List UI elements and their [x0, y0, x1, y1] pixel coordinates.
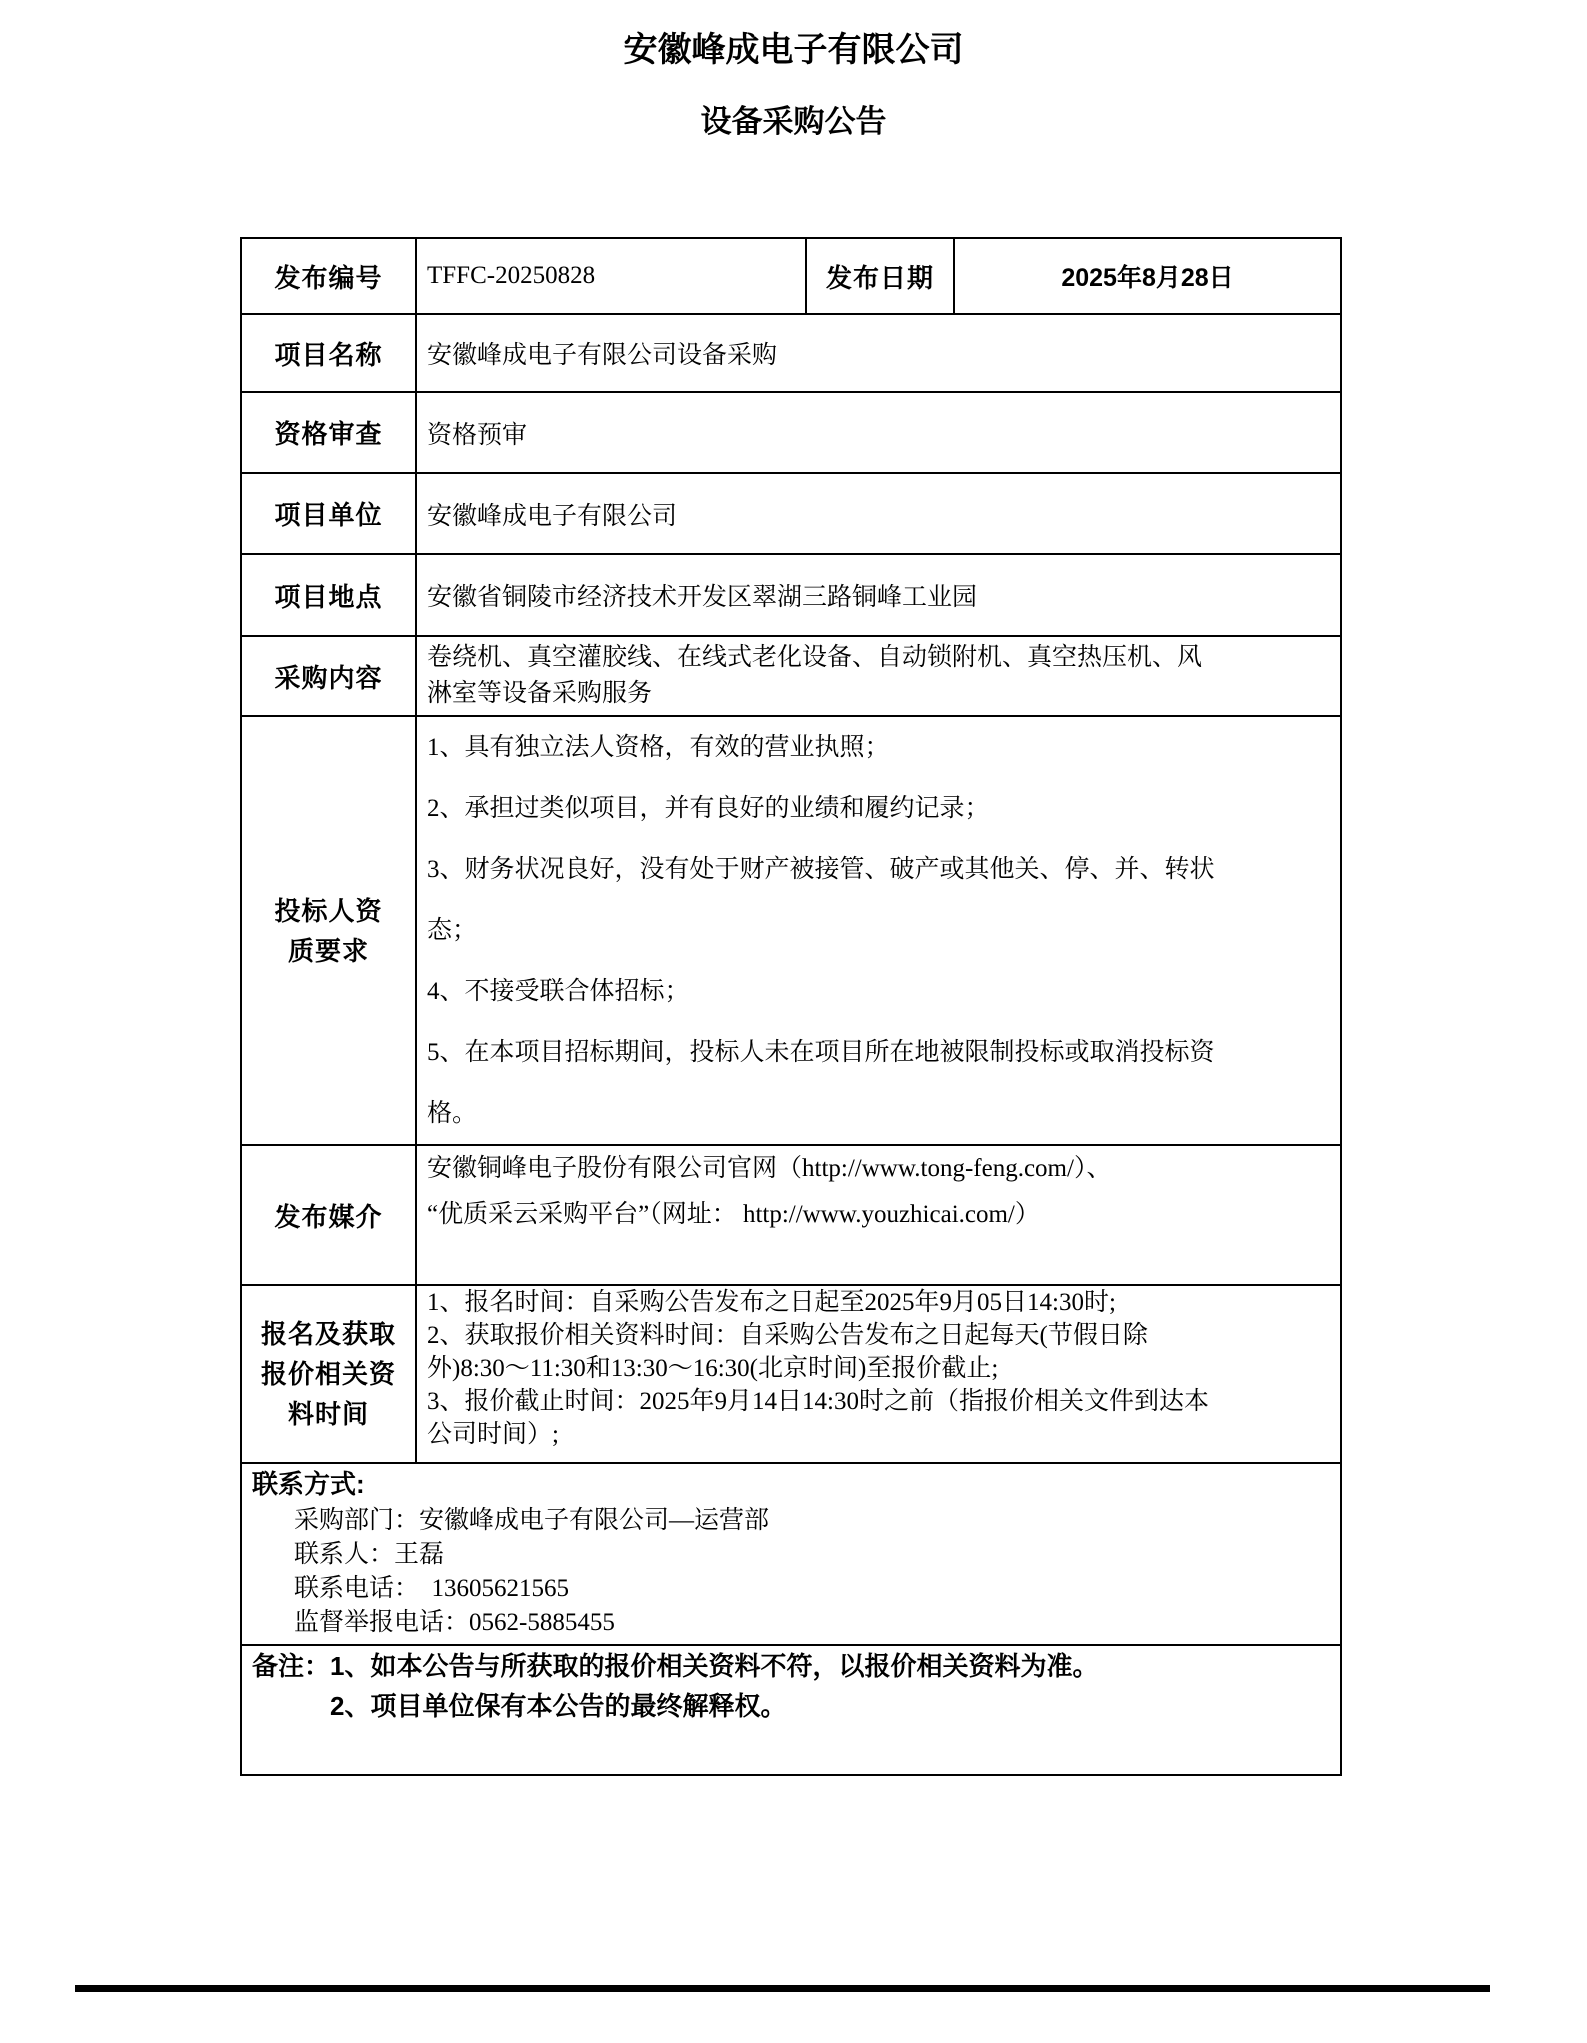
registration-schedule-value — [416, 1285, 1341, 1463]
document-subtitle: 设备采购公告 — [700, 104, 887, 139]
contact-heading: 联系方式: — [252, 1469, 365, 1499]
procurement-line: 卷绕机、真空灌胶线、在线式老化设备、自动锁附机、真空热压机、风 — [427, 644, 1203, 671]
qualification-line: 4、不接受联合体招标； — [427, 978, 690, 1005]
qualification-line: 格。 — [427, 1100, 478, 1127]
schedule-line: 2、获取报价相关资料时间：自采购公告发布之日起每天(节假日除 — [427, 1322, 1148, 1349]
media-line: “优质采云采购平台”（网址： http://www.youzhicai.com/） — [427, 1201, 1040, 1228]
row-procurement-content — [241, 636, 1341, 716]
document-title: 安徽峰成电子有限公司 — [623, 31, 964, 69]
bidder-qualification-label — [241, 716, 416, 1145]
remarks-cell — [241, 1645, 1341, 1775]
qualification-review-value: 资格预审 — [416, 392, 1341, 473]
registration-schedule-label — [241, 1285, 416, 1463]
announcement-table — [240, 237, 1342, 1776]
label-line: 报名及获取 — [260, 1319, 396, 1349]
project-location-value: 安徽省铜陵市经济技术开发区翠湖三路铜峰工业园 — [416, 554, 1341, 636]
publish-media-label: 发布媒介 — [241, 1145, 416, 1285]
row-remarks — [241, 1645, 1341, 1775]
media-line: 安徽铜峰电子股份有限公司官网（http://www.tong-feng.com/）、 — [427, 1155, 1112, 1182]
label-line: 料时间 — [287, 1399, 369, 1429]
project-unit-value: 安徽峰成电子有限公司 — [416, 473, 1341, 554]
schedule-line: 外)8:30～11:30和13:30～16:30(北京时间)至报价截止; — [427, 1355, 999, 1382]
row-bidder-qualification — [241, 716, 1341, 1145]
remark-line: 2、项目单位保有本公告的最终解释权。 — [330, 1691, 787, 1721]
contact-phone: 联系电话： 13605621565 — [294, 1575, 570, 1602]
publish-number-label: 发布编号 — [241, 238, 416, 314]
qualification-line: 2、承担过类似项目，并有良好的业绩和履约记录； — [427, 795, 990, 822]
contact-person: 联系人：王磊 — [294, 1541, 445, 1568]
remark-line: 备注：1、如本公告与所获取的报价相关资料不符，以报价相关资料为准。 — [252, 1651, 1099, 1681]
label-line: 质要求 — [287, 935, 369, 966]
procurement-content-label: 采购内容 — [241, 636, 416, 716]
label-line: 报价相关资 — [260, 1359, 396, 1389]
publish-date-label: 发布日期 — [806, 238, 954, 314]
schedule-line: 3、报价截止时间：2025年9月14日14:30时之前（指报价相关文件到达本 — [427, 1388, 1209, 1415]
row-qualification-review — [241, 392, 1341, 473]
procurement-content-value — [416, 636, 1341, 716]
bidder-qualification-value — [416, 716, 1341, 1145]
publish-date-value: 2025年8月28日 — [954, 238, 1341, 314]
qualification-line: 1、具有独立法人资格，有效的营业执照； — [427, 734, 890, 761]
project-name-value: 安徽峰成电子有限公司设备采购 — [416, 314, 1341, 392]
project-name-label: 项目名称 — [241, 314, 416, 392]
row-publish-media — [241, 1145, 1341, 1285]
procurement-line: 淋室等设备采购服务 — [427, 680, 653, 707]
publish-media-value — [416, 1145, 1341, 1285]
label-line: 投标人资 — [274, 895, 383, 926]
qualification-line: 3、财务状况良好，没有处于财产被接管、破产或其他关、停、并、转状 — [427, 856, 1215, 883]
qualification-review-label: 资格审查 — [241, 392, 416, 473]
row-project-location — [241, 554, 1341, 636]
schedule-line: 公司时间）; — [427, 1421, 559, 1448]
project-unit-label: 项目单位 — [241, 473, 416, 554]
row-registration-schedule — [241, 1285, 1341, 1463]
row-publish-number — [241, 238, 1341, 314]
supervision-phone: 监督举报电话：0562-5885455 — [294, 1609, 615, 1636]
contact-info-cell — [241, 1463, 1341, 1645]
schedule-line: 1、报名时间：自采购公告发布之日起至2025年9月05日14:30时; — [427, 1289, 1116, 1316]
row-project-name — [241, 314, 1341, 392]
qualification-line: 态； — [427, 917, 478, 944]
contact-department: 采购部门：安徽峰成电子有限公司—运营部 — [294, 1507, 770, 1534]
row-project-unit — [241, 473, 1341, 554]
publish-number-value: TFFC-20250828 — [416, 238, 806, 314]
project-location-label: 项目地点 — [241, 554, 416, 636]
row-contact-info — [241, 1463, 1341, 1645]
page-footer-rule — [75, 1985, 1490, 1992]
qualification-line: 5、在本项目招标期间，投标人未在项目所在地被限制投标或取消投标资 — [427, 1039, 1215, 1066]
